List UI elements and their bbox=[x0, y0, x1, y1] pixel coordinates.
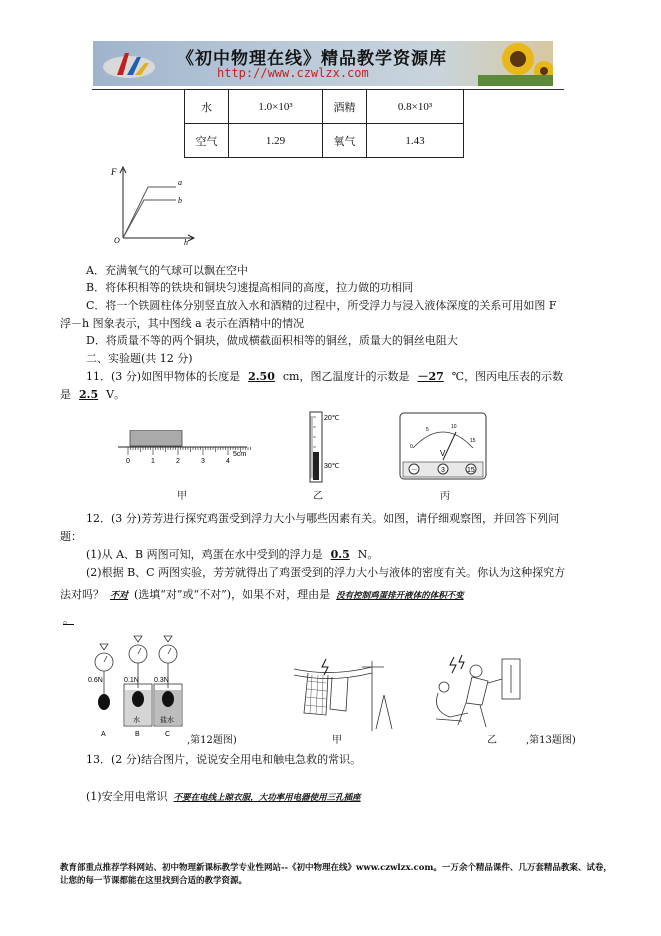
clothes-on-wire-figure bbox=[292, 655, 396, 733]
graph-line-a: a bbox=[178, 178, 182, 187]
table-cell: 1.29 bbox=[229, 124, 323, 158]
q11-answer-temp: －27 bbox=[417, 370, 444, 383]
q12-answer-judgment: 不对 bbox=[110, 591, 129, 601]
graph-y-label: F bbox=[111, 167, 117, 177]
ruler-tick-label: 1 bbox=[151, 458, 155, 465]
q12-end: 。 bbox=[63, 613, 74, 626]
q12-text: 法对吗？ bbox=[60, 588, 104, 601]
density-table bbox=[184, 89, 464, 158]
table-row bbox=[185, 124, 464, 158]
q11-text: 11．(3 分)如图甲物体的长度是 bbox=[86, 370, 241, 383]
force-depth-graph bbox=[108, 163, 198, 245]
option-d: D．将质量不等的两个铜块，做成横截面积相等的铜丝，质量大的铜丝电阻大 bbox=[86, 334, 458, 347]
q13-label: (1)安全用电常识 bbox=[86, 790, 168, 803]
table-cell: 空气 bbox=[185, 124, 229, 158]
q13-text: 13．(2 分)结合图片，说说安全用电和触电急救的常识。 bbox=[86, 753, 362, 766]
q11-text: ℃，图丙电压表的示数 bbox=[451, 370, 564, 383]
q11-text: cm，图乙温度计的示数是 bbox=[282, 370, 410, 383]
q12-part1 bbox=[86, 546, 378, 563]
label-c: C bbox=[165, 731, 171, 738]
label-a: A bbox=[101, 731, 106, 738]
caption-bing: 丙 bbox=[440, 491, 450, 502]
liquid-saltwater: 盐水 bbox=[160, 716, 174, 724]
fig13-caption: ,第13题图) bbox=[526, 735, 576, 746]
banner-title: 《初中物理在线》精品教学资源库 bbox=[177, 49, 447, 69]
thermometer-label-bottom: 30℃ bbox=[324, 463, 340, 470]
caption-yi: 乙 bbox=[313, 491, 323, 502]
option-c-cont: 浮－h 图象表示，其中图线 a 表示在酒精中的情况 bbox=[60, 317, 305, 330]
voltmeter-figure bbox=[399, 412, 487, 480]
table-cell: 酒精 bbox=[323, 90, 367, 124]
table-cell: 1.0×10³ bbox=[229, 90, 323, 124]
liquid-water: 水 bbox=[133, 716, 140, 724]
q11-answer-voltage: 2.5 bbox=[79, 388, 99, 401]
q12-answer-reason: 没有控制鸡蛋排开液体的体积不变 bbox=[336, 591, 464, 601]
q12-text: N。 bbox=[357, 548, 379, 561]
ruler-tick-label: 3 bbox=[201, 458, 205, 465]
thermometer-label-top: 20℃ bbox=[324, 415, 340, 422]
terminal-label: 3 bbox=[441, 467, 445, 474]
q11-line2 bbox=[60, 386, 125, 403]
q12-text: (1)从 A、B 两图可知，鸡蛋在水中受到的浮力是 bbox=[86, 548, 323, 561]
logo-icon bbox=[99, 45, 159, 85]
q11-text: 是 bbox=[60, 388, 71, 401]
q11-answer-length: 2.50 bbox=[248, 370, 275, 383]
fig13-caption-yi: 乙 bbox=[487, 735, 497, 746]
section-heading: 二、实验题(共 12 分) bbox=[86, 352, 193, 365]
graph-x-label: h bbox=[184, 238, 188, 245]
q11-line1 bbox=[86, 368, 563, 385]
dial-mark: 0 bbox=[410, 444, 413, 450]
q12-line2: 题： bbox=[60, 530, 82, 543]
table-row bbox=[185, 90, 464, 124]
q13-answer-safety: 不要在电线上晾衣服，大功率用电器使用三孔插座 bbox=[173, 793, 361, 803]
option-c: C．将一个铁圆柱体分别竖直放入水和酒精的过程中，所受浮力与浸入液体深度的关系可用如图 F bbox=[86, 299, 557, 312]
table-cell: 1.43 bbox=[367, 124, 464, 158]
terminal-label: － bbox=[411, 467, 418, 474]
sunflower-icon bbox=[478, 41, 553, 86]
reading-a: 0.6N bbox=[88, 677, 103, 684]
q12-line1: 12．(3 分)芳芳进行探究鸡蛋受到浮力大小与哪些因素有关。如图，请仔细观察图，并回答下列问 bbox=[86, 512, 560, 525]
q12-text: (选填“对”或“不对”)，如果不对，理由是 bbox=[134, 588, 331, 601]
footer-text: 教育部重点推荐学科网站、初中物理新课标教学专业性网站--《初中物理在线》www.czwlzx.com。一万余个精品课件、几万套精品教案、试卷，让您的每一节课都能在这里找到合适的教学资源。 bbox=[60, 863, 612, 886]
q11-text: V。 bbox=[106, 388, 126, 401]
dial-mark: 10 bbox=[451, 424, 457, 430]
header-banner bbox=[93, 41, 553, 86]
banner-url[interactable]: http://www.czwlzx.com bbox=[217, 66, 369, 80]
reading-c: 0.3N bbox=[154, 677, 169, 684]
fig13-caption-jia: 甲 bbox=[332, 735, 342, 746]
graph-line-b: b bbox=[178, 196, 182, 205]
dial-mark: 15 bbox=[470, 438, 476, 444]
rescue-figure bbox=[428, 655, 524, 733]
caption-jia: 甲 bbox=[177, 491, 187, 502]
reading-b: 0.1N bbox=[124, 677, 139, 684]
option-a: A．充满氧气的气球可以飘在空中 bbox=[86, 264, 248, 277]
graph-origin: O bbox=[114, 236, 120, 245]
ruler-tick-label: 0 bbox=[126, 458, 130, 465]
q13-part1 bbox=[86, 788, 367, 807]
ruler-tick-label: 4 bbox=[226, 458, 230, 465]
q12-part2: (2)根据 B、C 两图实验，芳芳就得出了鸡蛋受到的浮力大小与液体的密度有关。你认为这种探究方 bbox=[86, 566, 566, 579]
ruler-tick-label: 5cm bbox=[233, 451, 247, 458]
ruler-figure bbox=[112, 430, 252, 468]
egg-buoyancy-figure bbox=[86, 632, 196, 740]
ruler-tick-label: 2 bbox=[176, 458, 180, 465]
table-cell: 氧气 bbox=[323, 124, 367, 158]
q12-part2-cont bbox=[60, 586, 470, 605]
voltmeter-symbol: V bbox=[440, 449, 446, 458]
q12-answer-buoyancy: 0.5 bbox=[330, 548, 350, 561]
fig12-caption: ,第12题图) bbox=[187, 735, 237, 746]
label-b: B bbox=[135, 731, 140, 738]
thermometer-figure bbox=[302, 410, 352, 484]
table-cell: 水 bbox=[185, 90, 229, 124]
q12-end-blank bbox=[60, 611, 77, 628]
option-b: B．将体积相等的铁块和铜块匀速提高相同的高度，拉力做的功相同 bbox=[86, 281, 414, 294]
table-cell: 0.8×10³ bbox=[367, 90, 464, 124]
terminal-label: 15 bbox=[467, 467, 475, 474]
dial-mark: 5 bbox=[426, 427, 429, 433]
